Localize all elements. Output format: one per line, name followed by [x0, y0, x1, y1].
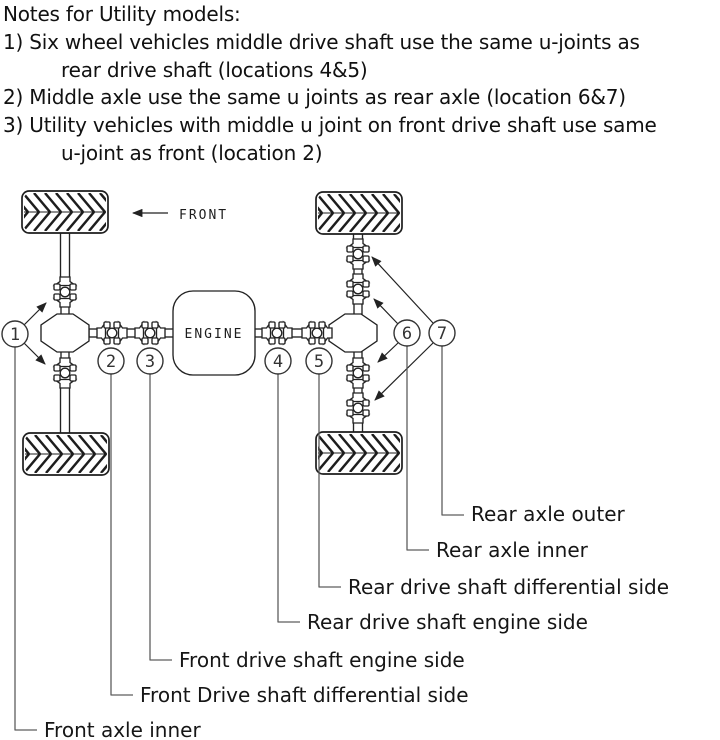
engine-label: ENGINE [184, 327, 244, 342]
svg-text:2: 2 [105, 352, 117, 372]
front-bottom-tire [13, 433, 117, 475]
callout-label-7: Rear axle outer [471, 502, 625, 526]
callout-circle-3 [137, 348, 163, 374]
u-joint-rear-shaft-diff-side [302, 322, 332, 344]
front-top-tire [12, 191, 116, 233]
u-joint-front-axle-lower [54, 358, 76, 388]
u-joint-front-shaft-diff-side [97, 322, 127, 344]
callout-circle-7 [429, 320, 455, 346]
note-line-3b: u-joint as front (location 2) [61, 140, 323, 165]
svg-text:7: 7 [436, 324, 448, 344]
svg-text:3: 3 [144, 352, 156, 372]
note-line-1: 1) Six wheel vehicles middle drive shaft use the same u-joints as [3, 29, 640, 54]
callout-label-2: Front Drive shaft differential side [140, 683, 469, 707]
note-line-3: 3) Utility vehicles with middle u joint on front drive shaft use same [3, 113, 657, 138]
arrow-6-lower [378, 343, 398, 362]
notes-title: Notes for Utility models: [3, 2, 241, 26]
arrow-7-upper [372, 257, 433, 323]
u-joint-front-axle-upper [54, 277, 76, 307]
front-differential [41, 314, 89, 352]
u-joint-front-shaft-engine-side [135, 322, 165, 344]
callout-label-4: Rear drive shaft engine side [307, 610, 588, 634]
rear-bottom-tire [306, 432, 410, 474]
callout-circle-4 [265, 348, 291, 374]
arrow-1-upper [24, 303, 46, 325]
leader-line-3 [150, 374, 172, 660]
callout-label-3: Front drive shaft engine side [179, 648, 465, 672]
leader-line-7 [442, 346, 464, 515]
leader-line-5 [319, 374, 341, 587]
u-joint-rear-axle-inner-top [347, 274, 369, 304]
note-line-2: 2) Middle axle use the same u joints as rear axle (location 6&7) [3, 85, 626, 110]
leader-line-1 [15, 347, 37, 730]
callout-circle-6 [394, 320, 420, 346]
u-joint-rear-axle-outer-top [347, 239, 369, 269]
u-joint-rear-axle-inner-bottom [347, 358, 369, 388]
arrow-1-lower [24, 343, 45, 364]
leader-line-2 [111, 374, 133, 695]
leader-line-6 [407, 346, 429, 550]
u-joint-rear-axle-outer-bottom [347, 393, 369, 423]
callout-label-1: Front axle inner [44, 718, 201, 740]
callout-circle-5 [306, 348, 332, 374]
note-line-1b: rear drive shaft (locations 4&5) [61, 57, 368, 82]
arrow-6-upper [374, 299, 398, 324]
arrow-7-lower [375, 343, 433, 400]
svg-text:1: 1 [9, 325, 21, 345]
engine-block [173, 291, 255, 375]
front-label: FRONT [179, 208, 229, 223]
leader-line-4 [278, 374, 300, 622]
callout-circle-1 [2, 321, 28, 347]
callout-circle-2 [98, 348, 124, 374]
rear-top-tire [306, 192, 410, 234]
callout-label-6: Rear axle inner [436, 538, 588, 562]
leader-lines [15, 346, 464, 730]
callout-label-5: Rear drive shaft differential side [348, 575, 669, 599]
rear-differential [329, 314, 377, 352]
svg-text:4: 4 [272, 352, 284, 372]
svg-text:5: 5 [313, 352, 325, 372]
svg-text:6: 6 [401, 324, 413, 344]
u-joint-rear-shaft-engine-side [262, 322, 292, 344]
